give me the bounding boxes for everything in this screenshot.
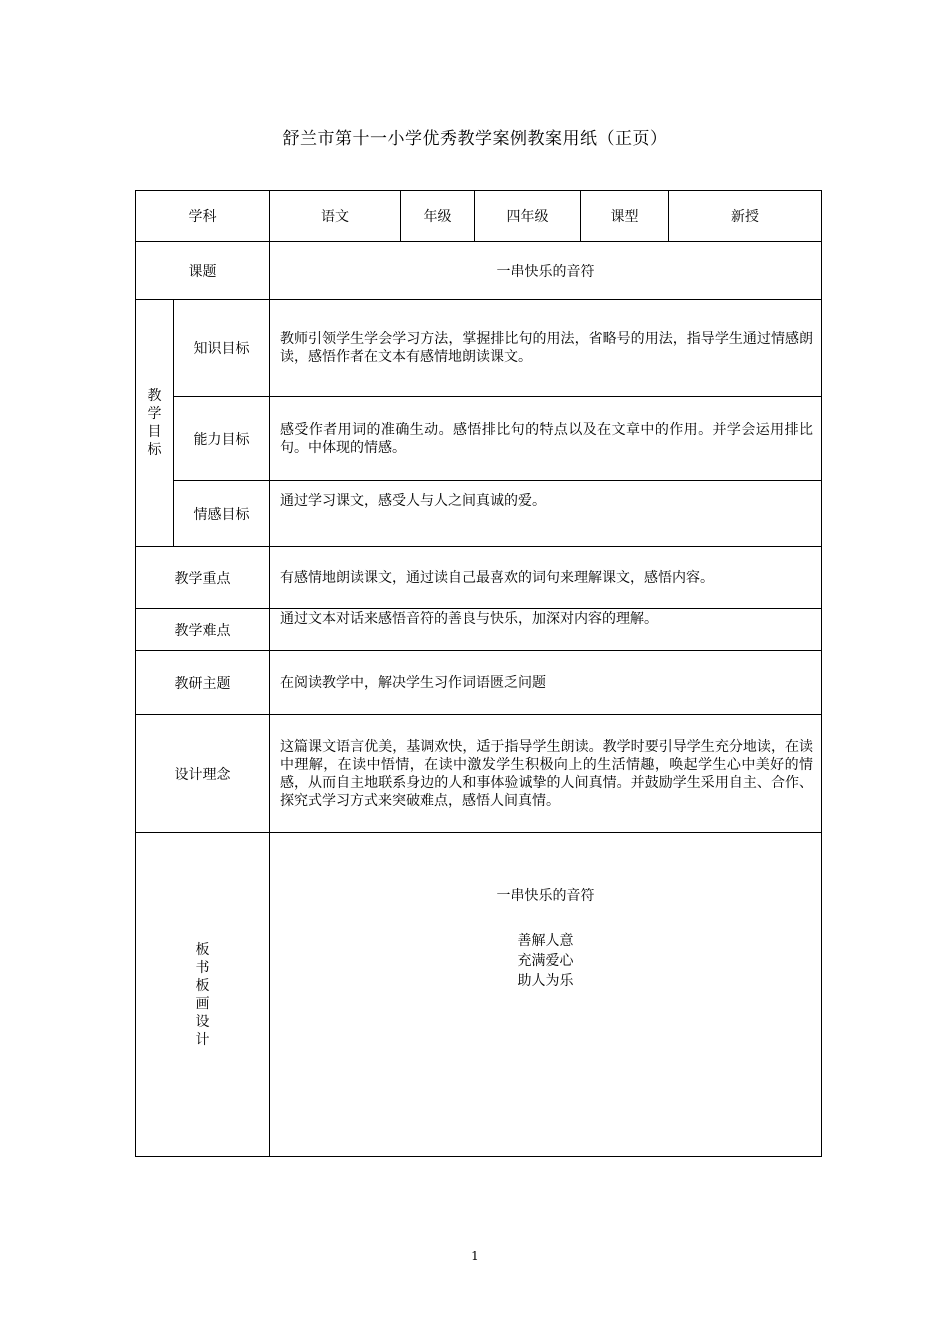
subject-value: 语文 (270, 191, 401, 242)
board-label-char: 设 (195, 1013, 210, 1030)
board-design-row (136, 833, 822, 1157)
ability-goal-label: 能力目标 (174, 397, 270, 481)
type-label: 课型 (581, 191, 669, 242)
research-theme-label: 教研主题 (136, 651, 270, 715)
board-label-char: 板 (195, 977, 210, 994)
key-point-row (136, 547, 822, 609)
board-line: 善解人意 (517, 933, 574, 949)
knowledge-goal-row (136, 300, 822, 397)
emotion-goal-row (136, 481, 822, 547)
key-point-label: 教学重点 (136, 547, 270, 609)
subject-label: 学科 (136, 191, 270, 242)
header-row (136, 191, 822, 242)
board-line: 充满爱心 (517, 953, 574, 969)
ability-goal-row (136, 397, 822, 481)
board-design-content (270, 833, 822, 1157)
design-concept-row (136, 715, 822, 833)
topic-row (136, 242, 822, 300)
design-concept-value: 这篇课文语言优美，基调欢快，适于指导学生朗读。教学时要引导学生充分地读，在读中理解，在读中悟情，在读中激发学生积极向上的生活情趣，唤起学生心中美好的情感，从而自主地联系身边的人和事体验诚挚的人间真情。并鼓励学生采用自主、合作、探究式学习方式来突破难点，感悟人间真情。 (270, 715, 822, 833)
goals-label-char: 学 (147, 406, 162, 422)
goals-label-char: 标 (147, 442, 162, 458)
grade-label: 年级 (401, 191, 475, 242)
goals-label-char: 教 (147, 388, 162, 404)
topic-label: 课题 (136, 242, 270, 300)
grade-value: 四年级 (475, 191, 581, 242)
knowledge-goal-label: 知识目标 (174, 300, 270, 397)
difficulty-value: 通过文本对话来感悟音符的善良与快乐，加深对内容的理解。 (270, 609, 822, 651)
goals-label-char: 目 (147, 424, 162, 440)
research-theme-value: 在阅读教学中，解决学生习作词语匮乏问题 (270, 651, 822, 715)
board-label-char: 书 (195, 959, 210, 976)
board-line: 助人为乐 (517, 973, 574, 989)
difficulty-label: 教学难点 (136, 609, 270, 651)
board-label-char: 画 (195, 995, 210, 1012)
research-theme-row (136, 651, 822, 715)
page-number: 1 (471, 1249, 479, 1263)
board-label-char: 计 (195, 1031, 210, 1048)
document-title: 舒兰市第十一小学优秀教学案例教案用纸（正页） (282, 129, 668, 149)
knowledge-goal-value: 教师引领学生学会学习方法，掌握排比句的用法，省略号的用法，指导学生通过情感朗读，感悟作者在文本有感情地朗读课文。 (270, 300, 822, 397)
board-lines (270, 931, 821, 991)
board-title: 一串快乐的音符 (496, 888, 595, 904)
topic-value: 一串快乐的音符 (270, 242, 822, 300)
board-label-char: 板 (195, 941, 210, 958)
lesson-plan-table (135, 190, 822, 1157)
emotion-goal-value: 通过学习课文，感受人与人之间真诚的爱。 (270, 481, 822, 547)
difficulty-row (136, 609, 822, 651)
emotion-goal-label: 情感目标 (174, 481, 270, 547)
board-design-label (136, 833, 270, 1157)
goals-group-label (136, 300, 174, 547)
ability-goal-value: 感受作者用词的准确生动。感悟排比句的特点以及在文章中的作用。并学会运用排比句。中体现的情感。 (270, 397, 822, 481)
type-value: 新授 (669, 191, 822, 242)
key-point-value: 有感情地朗读课文，通过读自己最喜欢的词句来理解课文，感悟内容。 (270, 547, 822, 609)
design-concept-label: 设计理念 (136, 715, 270, 833)
